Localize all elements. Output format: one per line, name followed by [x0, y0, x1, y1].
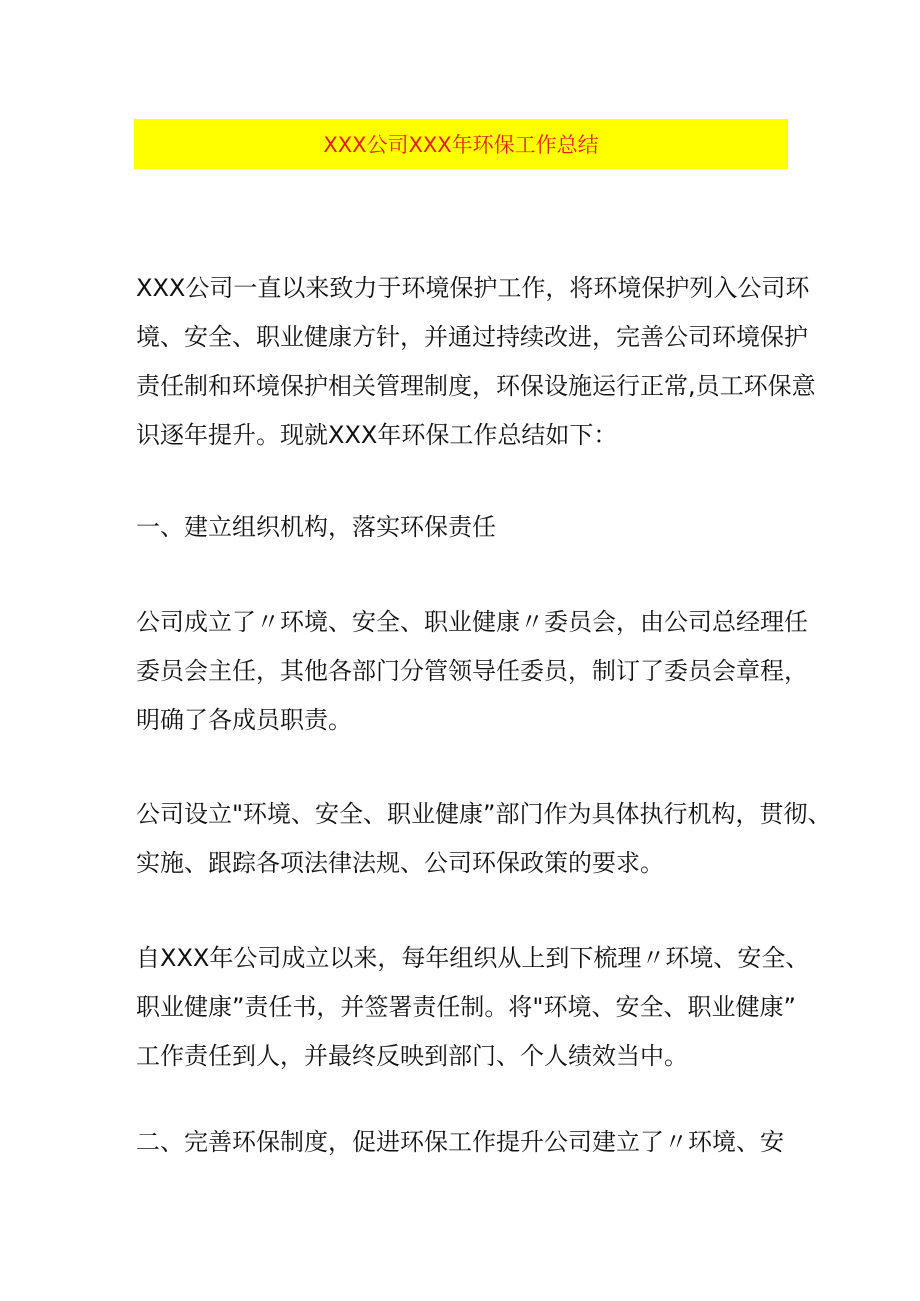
document-title: XXX公司XXX年环保工作总结	[323, 133, 599, 157]
section-heading-2-text: 二、完善环保制度，促进环保工作提升公司建立了〃环境、安	[136, 1128, 784, 1156]
intro-line-2: 境、安全、职业健康方针，并通过持续改进，完善公司环境保护	[136, 323, 808, 351]
intro-paragraph	[136, 264, 816, 460]
paragraph-responsibility-line-3: 工作责任到人，并最终反映到部门、个人绩效当中。	[136, 1042, 688, 1070]
paragraph-responsibility-line-1: 自XXX年公司成立以来，每年组织从上到下梳理〃环境、安全、	[136, 944, 810, 972]
section-heading-2	[136, 1118, 790, 1167]
section-heading-1-text: 一、建立组织机构，落实环保责任	[136, 513, 496, 541]
title-banner	[134, 119, 788, 169]
paragraph-committee-line-2: 委员会主任，其他各部门分管领导任委员，制订了委员会章程，	[136, 657, 808, 685]
paragraph-department-line-2: 实施、跟踪各项法律法规、公司环保政策的要求。	[136, 849, 664, 877]
paragraph-committee-line-1: 公司成立了〃环境、安全、职业健康〃委员会，由公司总经理任	[136, 608, 808, 636]
intro-line-3: 责任制和环境保护相关管理制度，环保设施运行正常,员工环保意	[136, 372, 816, 400]
paragraph-committee-line-3: 明确了各成员职责。	[136, 706, 352, 734]
paragraph-responsibility-line-2: 职业健康”责任书，并签署责任制。将"环境、安全、职业健康”	[136, 993, 796, 1021]
paragraph-department	[136, 790, 832, 888]
section-heading-1	[136, 503, 790, 552]
paragraph-committee	[136, 598, 808, 745]
paragraph-responsibility	[136, 934, 810, 1081]
intro-line-1: XXX公司一直以来致力于环境保护工作，将环境保护列入公司环	[136, 274, 810, 302]
intro-line-4: 识逐年提升。现就XXX年环保工作总结如下：	[136, 421, 618, 449]
paragraph-department-line-1: 公司设立"环境、安全、职业健康”部门作为具体执行机构，贯彻、	[136, 800, 832, 828]
